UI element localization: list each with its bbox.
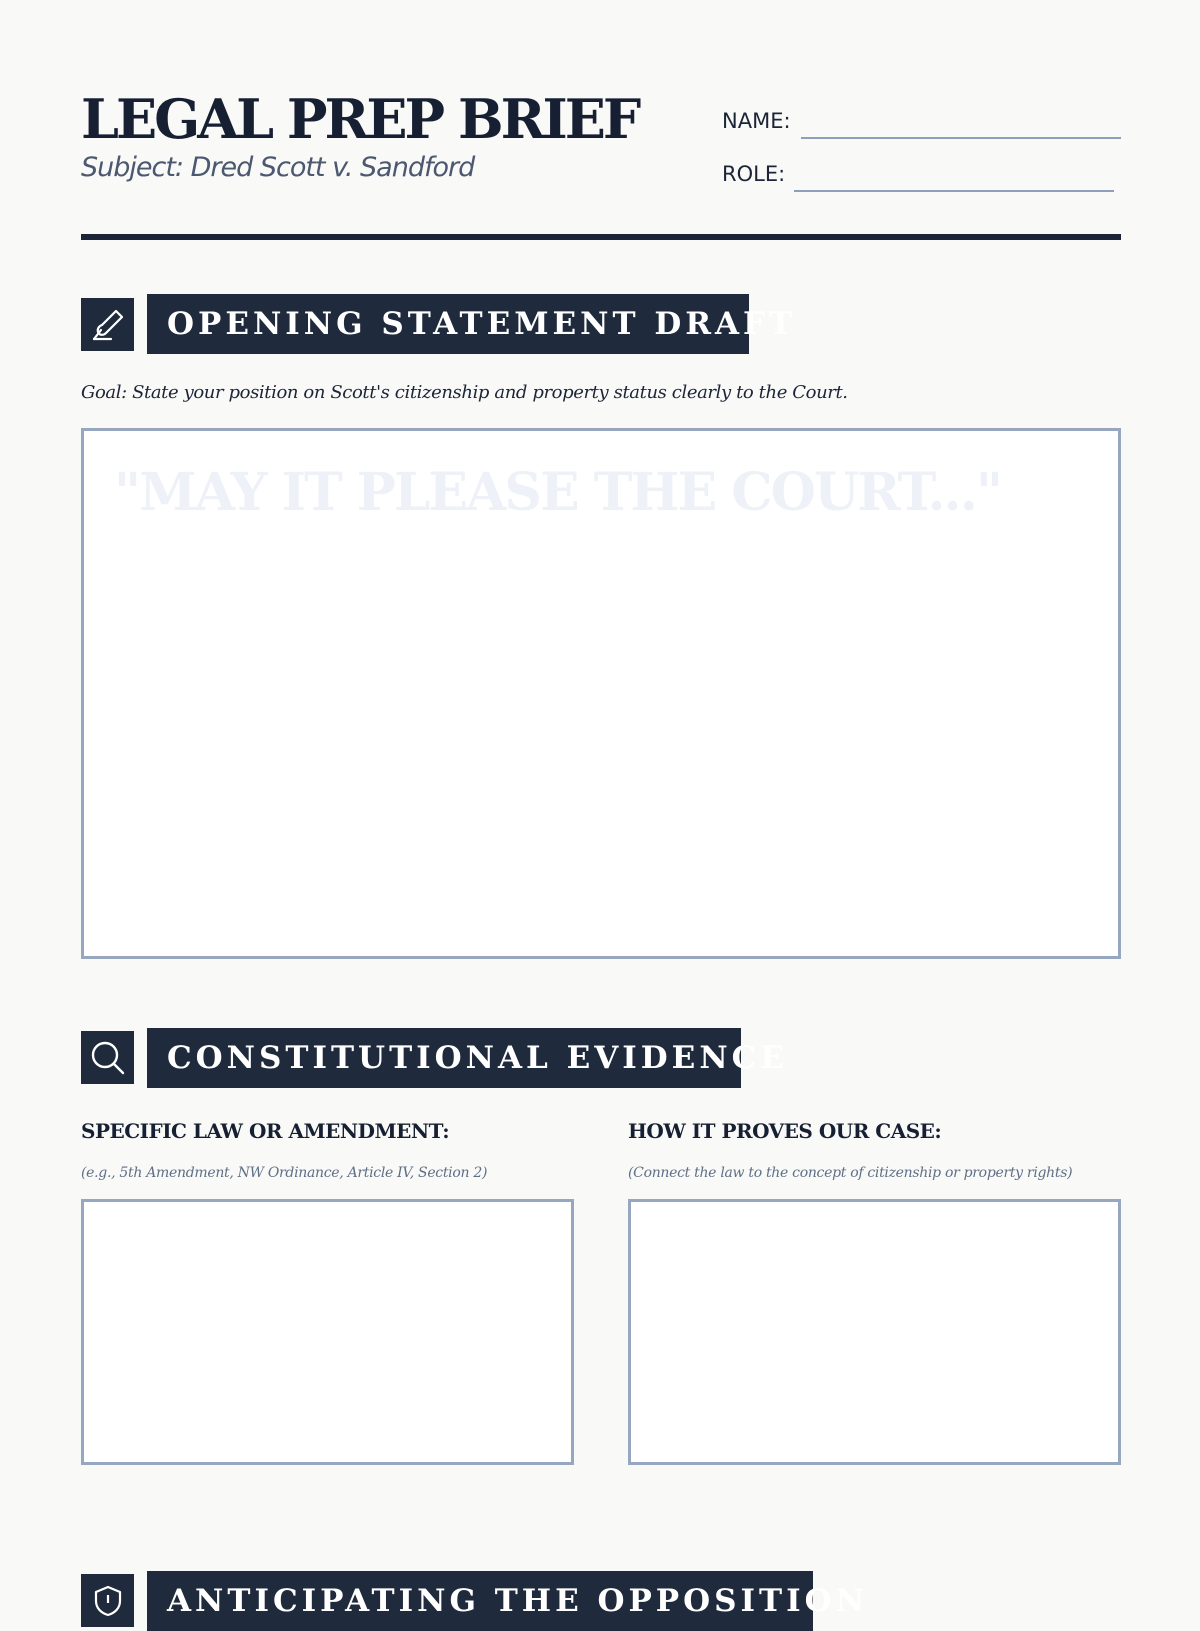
page-subtitle: Subject: Dred Scott v. Sandford bbox=[81, 152, 475, 183]
pen-nib-icon bbox=[81, 298, 134, 351]
search-icon bbox=[81, 1031, 134, 1084]
opening-statement-heading: OPENING STATEMENT DRAFT bbox=[147, 294, 749, 354]
how-it-proves-field[interactable] bbox=[628, 1199, 1121, 1465]
anticipating-opposition-heading: ANTICIPATING THE OPPOSITION bbox=[147, 1571, 813, 1631]
opening-placeholder-text: "MAY IT PLEASE THE COURT..." bbox=[114, 462, 1001, 523]
how-it-proves-hint: (Connect the law to the concept of citizenship or property rights) bbox=[628, 1165, 1073, 1181]
name-label: NAME: bbox=[722, 109, 791, 133]
specific-law-label: SPECIFIC LAW OR AMENDMENT: bbox=[81, 1119, 450, 1143]
role-label: ROLE: bbox=[722, 162, 786, 186]
specific-law-field[interactable] bbox=[81, 1199, 574, 1465]
role-field[interactable] bbox=[794, 190, 1114, 192]
constitutional-evidence-heading: CONSTITUTIONAL EVIDENCE bbox=[147, 1028, 741, 1088]
specific-law-hint: (e.g., 5th Amendment, NW Ordinance, Article IV, Section 2) bbox=[81, 1165, 488, 1181]
page-title: LEGAL PREP BRIEF bbox=[81, 87, 639, 151]
how-it-proves-label: HOW IT PROVES OUR CASE: bbox=[628, 1119, 942, 1143]
opening-goal-text: Goal: State your position on Scott's citizenship and property status clearly to the Court. bbox=[81, 382, 848, 403]
name-field[interactable] bbox=[801, 137, 1121, 139]
shield-icon bbox=[81, 1574, 134, 1627]
header-divider bbox=[81, 234, 1121, 240]
opening-statement-field[interactable] bbox=[81, 428, 1121, 959]
